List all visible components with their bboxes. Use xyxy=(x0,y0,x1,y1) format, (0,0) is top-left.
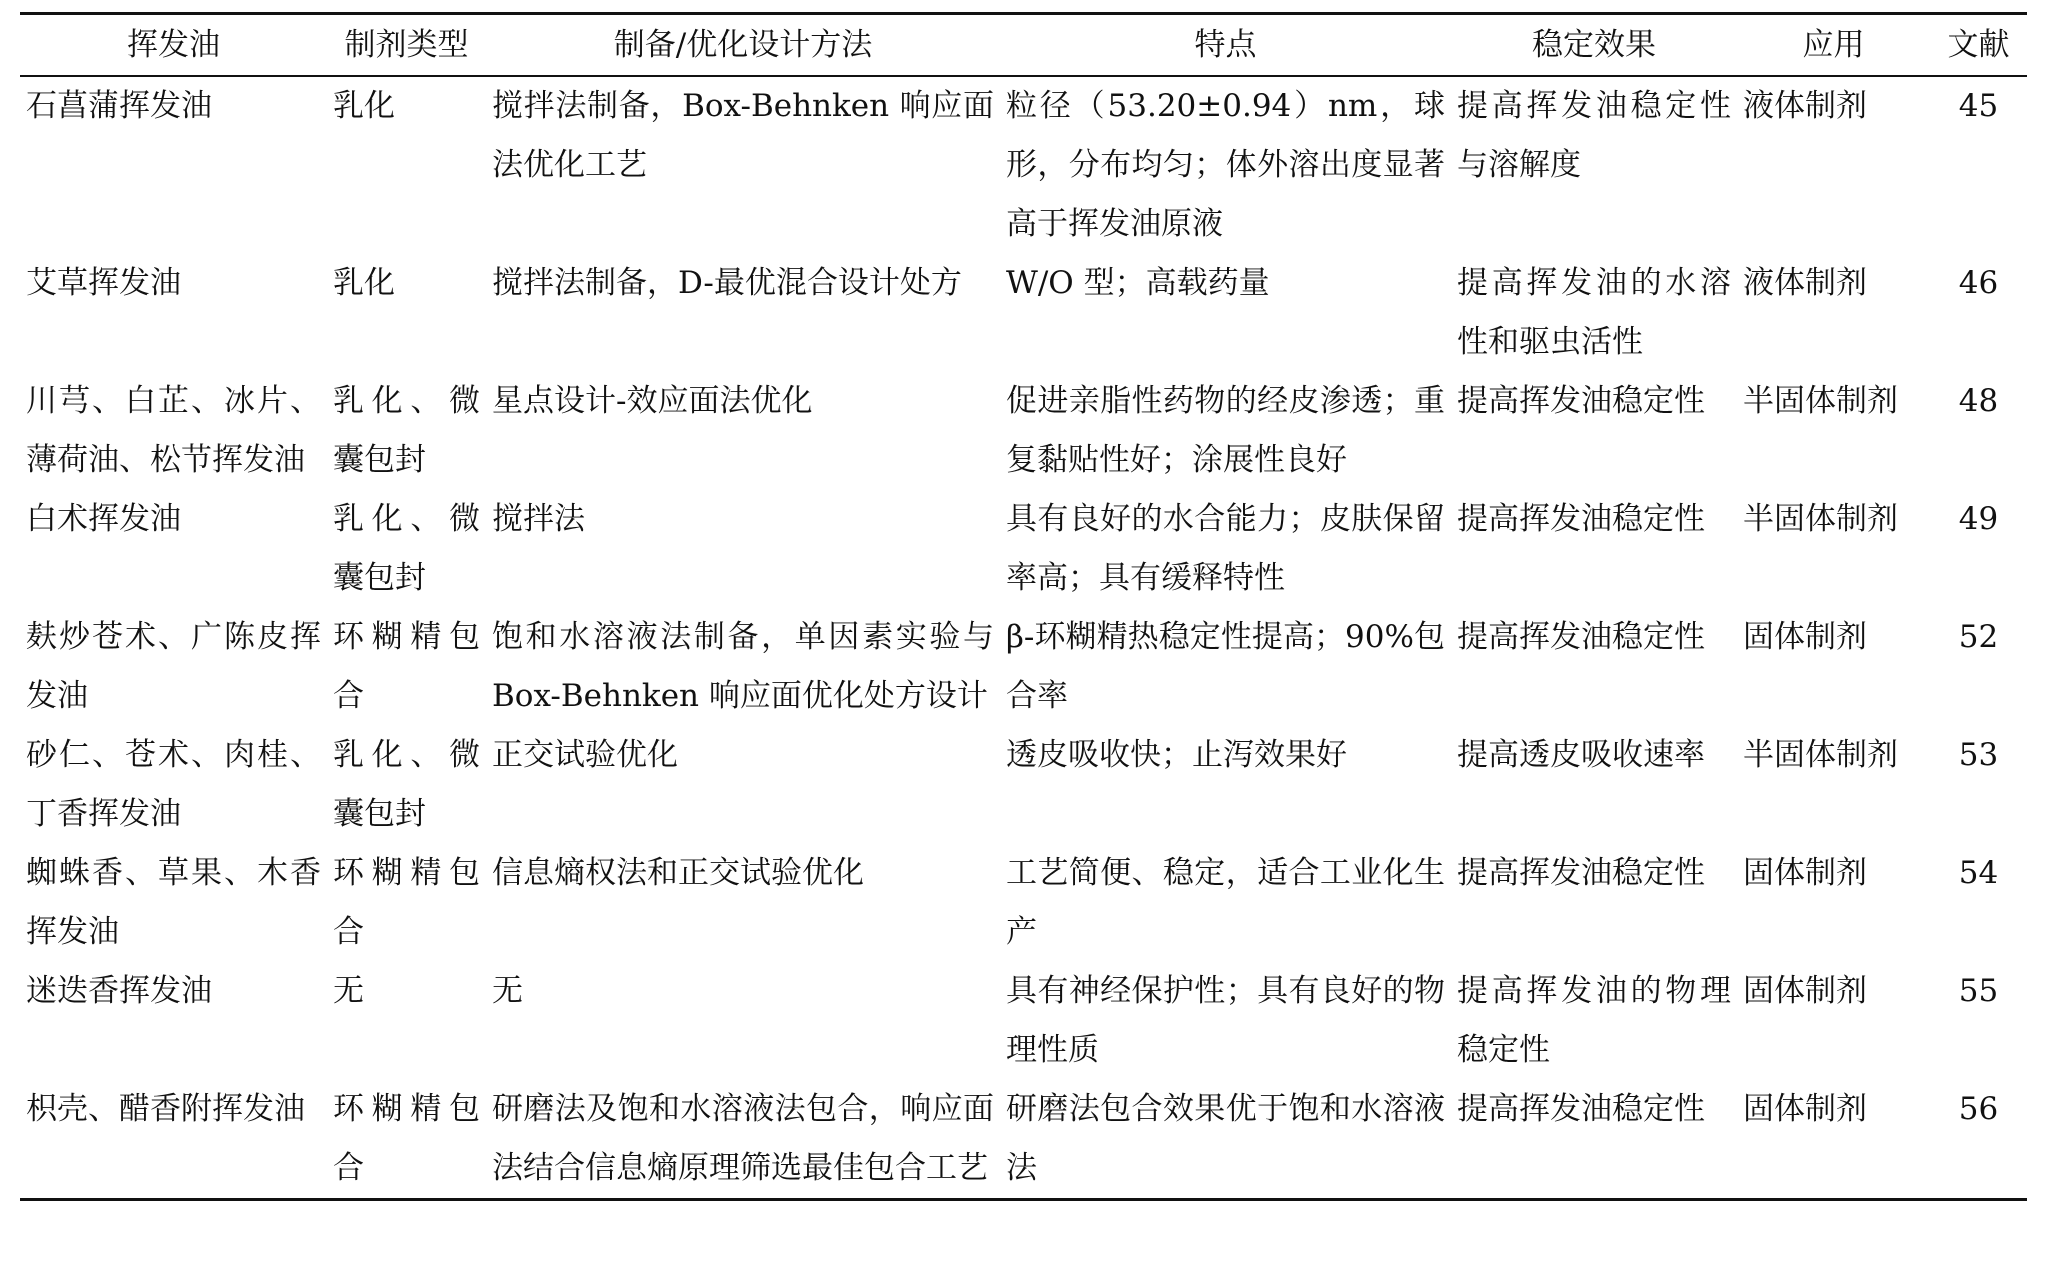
table-header xyxy=(20,14,2027,77)
cell-preparation-method: 研磨法及饱和水溶液法包合，响应面法结合信息熵原理筛选最佳包合工艺 xyxy=(492,1091,994,1186)
cell-characteristics: 促进亲脂性药物的经皮渗透；重复黏贴性好；涂展性良好 xyxy=(1006,383,1445,478)
table-row xyxy=(20,1080,2027,1200)
cell-essential-oil: 白术挥发油 xyxy=(26,501,181,537)
cell-stability-effect: 提高挥发油的水溶性和驱虫活性 xyxy=(1457,265,1731,360)
cell-formulation-type: 无 xyxy=(333,973,364,1009)
table-row xyxy=(20,844,2027,962)
cell-stability-effect: 提高挥发油稳定性 xyxy=(1457,501,1705,537)
cell-formulation-type: 乳化、微囊包封 xyxy=(333,737,480,832)
cell-stability-effect: 提高挥发油稳定性 xyxy=(1457,1091,1705,1127)
cell-stability-effect: 提高挥发油稳定性 xyxy=(1457,619,1705,655)
table-row xyxy=(20,490,2027,608)
cell-preparation-method: 信息熵权法和正交试验优化 xyxy=(492,855,864,891)
cell-characteristics: β-环糊精热稳定性提高；90%包合率 xyxy=(1006,619,1445,714)
cell-application: 液体制剂 xyxy=(1743,265,1867,301)
cell-preparation-method: 搅拌法制备，D-最优混合设计处方 xyxy=(492,265,962,301)
cell-formulation-type: 环糊精包合 xyxy=(333,855,480,950)
cell-stability-effect: 提高挥发油稳定性与溶解度 xyxy=(1457,88,1731,183)
cell-formulation-type: 乳化 xyxy=(333,265,395,301)
cell-preparation-method: 无 xyxy=(492,973,523,1009)
cell-characteristics: 具有良好的水合能力；皮肤保留率高；具有缓释特性 xyxy=(1006,501,1445,596)
cell-essential-oil: 川芎、白芷、冰片、薄荷油、松节挥发油 xyxy=(26,383,321,478)
cell-formulation-type: 乳化、微囊包封 xyxy=(333,383,480,478)
cell-stability-effect: 提高挥发油稳定性 xyxy=(1457,383,1705,419)
cell-preparation-method: 正交试验优化 xyxy=(492,737,678,773)
table-row xyxy=(20,962,2027,1080)
cell-stability-effect: 提高挥发油稳定性 xyxy=(1457,855,1705,891)
cell-formulation-type: 环糊精包合 xyxy=(333,1091,480,1186)
header-characteristics: 特点 xyxy=(1194,27,1257,63)
header-preparation-method: 制备/优化设计方法 xyxy=(613,27,873,63)
table-row xyxy=(20,254,2027,372)
cell-reference: 48 xyxy=(1958,383,1999,419)
table-row xyxy=(20,76,2027,254)
table-body xyxy=(20,76,2027,1200)
cell-preparation-method: 搅拌法 xyxy=(492,501,585,537)
cell-characteristics: 工艺简便、稳定，适合工业化生产 xyxy=(1006,855,1445,950)
cell-reference: 49 xyxy=(1958,501,1999,537)
cell-application: 半固体制剂 xyxy=(1743,737,1898,773)
cell-reference: 53 xyxy=(1958,737,1999,773)
essential-oil-formulation-table xyxy=(20,12,2027,1201)
cell-essential-oil: 枳壳、醋香附挥发油 xyxy=(26,1091,305,1127)
cell-essential-oil: 迷迭香挥发油 xyxy=(26,973,212,1009)
cell-application: 半固体制剂 xyxy=(1743,383,1898,419)
cell-application: 固体制剂 xyxy=(1743,973,1867,1009)
cell-reference: 52 xyxy=(1958,619,1999,655)
header-essential-oil: 挥发油 xyxy=(127,27,220,63)
cell-formulation-type: 环糊精包合 xyxy=(333,619,480,714)
cell-reference: 46 xyxy=(1958,265,1999,301)
cell-characteristics: 具有神经保护性；具有良好的物理性质 xyxy=(1006,973,1445,1068)
cell-stability-effect: 提高挥发油的物理稳定性 xyxy=(1457,973,1731,1068)
cell-essential-oil: 艾草挥发油 xyxy=(26,265,181,301)
header-stability-effect: 稳定效果 xyxy=(1532,27,1656,63)
cell-essential-oil: 石菖蒲挥发油 xyxy=(26,88,212,124)
header-reference: 文献 xyxy=(1947,27,2010,63)
cell-reference: 56 xyxy=(1958,1091,1999,1127)
header-row xyxy=(20,14,2027,77)
cell-formulation-type: 乳化、微囊包封 xyxy=(333,501,480,596)
cell-application: 固体制剂 xyxy=(1743,855,1867,891)
table-row xyxy=(20,608,2027,726)
table-row xyxy=(20,726,2027,844)
cell-application: 固体制剂 xyxy=(1743,619,1867,655)
table-row xyxy=(20,372,2027,490)
cell-application: 半固体制剂 xyxy=(1743,501,1898,537)
cell-application: 固体制剂 xyxy=(1743,1091,1867,1127)
cell-formulation-type: 乳化 xyxy=(333,88,395,124)
cell-stability-effect: 提高透皮吸收速率 xyxy=(1457,737,1705,773)
cell-essential-oil: 麸炒苍术、广陈皮挥发油 xyxy=(26,619,321,714)
cell-preparation-method: 饱和水溶液法制备，单因素实验与Box-Behnken 响应面优化处方设计 xyxy=(492,619,994,714)
header-application: 应用 xyxy=(1802,27,1865,63)
data-table-container xyxy=(20,12,2027,1201)
cell-application: 液体制剂 xyxy=(1743,88,1867,124)
cell-characteristics: W/O 型；高载药量 xyxy=(1006,265,1270,301)
cell-characteristics: 透皮吸收快；止泻效果好 xyxy=(1006,737,1347,773)
cell-characteristics: 粒径（53.20±0.94）nm，球形，分布均匀；体外溶出度显著高于挥发油原液 xyxy=(1006,88,1445,242)
cell-reference: 55 xyxy=(1958,973,1999,1009)
cell-reference: 45 xyxy=(1958,88,1999,124)
cell-preparation-method: 搅拌法制备，Box-Behnken 响应面法优化工艺 xyxy=(492,88,994,183)
header-formulation-type: 制剂类型 xyxy=(344,27,469,63)
cell-essential-oil: 砂仁、苍术、肉桂、丁香挥发油 xyxy=(26,737,321,832)
cell-reference: 54 xyxy=(1958,855,1999,891)
cell-preparation-method: 星点设计-效应面法优化 xyxy=(492,383,813,419)
cell-characteristics: 研磨法包合效果优于饱和水溶液法 xyxy=(1006,1091,1445,1186)
cell-essential-oil: 蜘蛛香、草果、木香挥发油 xyxy=(26,855,321,950)
